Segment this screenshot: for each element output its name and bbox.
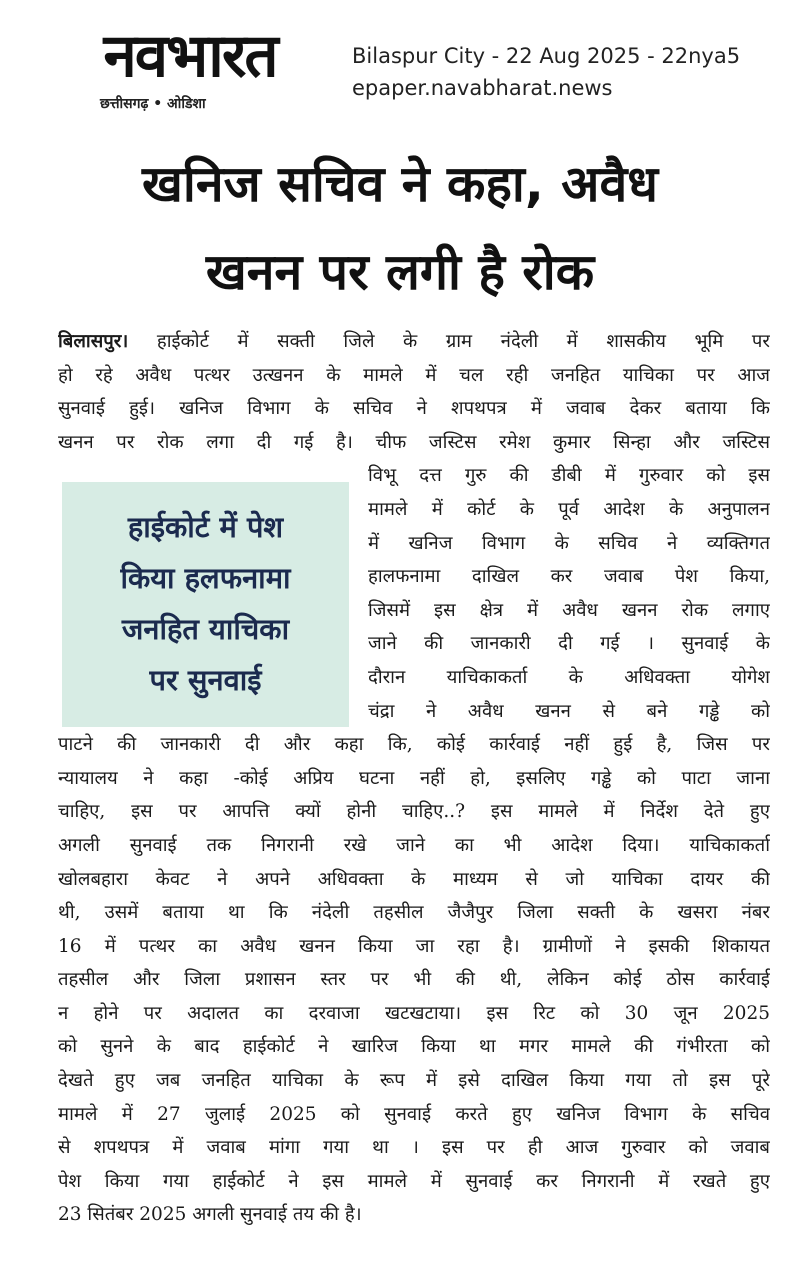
article-line: सुनवाई हुई। खनिज विभाग के सचिव ने शपथपत्र में जवाब देकर बताया कि <box>58 398 770 420</box>
callout-line: पर सुनवाई <box>149 663 262 697</box>
article-line: पेश किया गया हाईकोर्ट ने इस मामले में सुनवाई कर निगरानी में रखते हुए <box>58 1170 770 1192</box>
callout-line: किया हलफनामा <box>120 561 291 595</box>
edition-line: Bilaspur City - 22 Aug 2025 - 22nya5 <box>352 44 741 68</box>
article-line: मामले में 27 जुलाई 2025 को सुनवाई करते हुए खनिज विभाग के सचिव <box>58 1103 770 1125</box>
masthead <box>40 20 780 120</box>
article-line: जिसमें इस क्षेत्र में अवैध खनन रोक लगाए <box>368 599 770 621</box>
article-line: अगली सुनवाई तक निगरानी रखे जाने का भी आदेश दिया। याचिकाकर्ता <box>58 834 770 856</box>
epaper-url: epaper.navabharat.news <box>352 76 613 100</box>
newspaper-logo <box>40 20 340 116</box>
headline-line-2: खनन पर लगी है रोक <box>205 243 595 301</box>
article-line: जाने की जानकारी दी गई । सुनवाई के <box>368 633 770 655</box>
logo-wordmark: नवभारत <box>103 21 277 91</box>
dateline: बिलासपुर। <box>58 331 129 352</box>
article-line: तहसील और जिला प्रशासन स्तर पर भी की थी, लेकिन कोई ठोस कार्रवाई <box>58 969 770 991</box>
article-line: न होने पर अदालत का दरवाजा खटखटाया। इस रिट को 30 जून 2025 <box>58 1002 770 1024</box>
callout-line: हाईकोर्ट में पेश <box>127 510 284 544</box>
article-body <box>58 325 770 1232</box>
callout-line: जनहित याचिका <box>121 612 290 646</box>
article-line: 23 सितंबर 2025 अगली सुनवाई तय की है। <box>58 1204 362 1226</box>
article-line: मामले में कोर्ट के पूर्व आदेश के अनुपालन <box>368 498 770 520</box>
article-line: चंद्रा ने अवैध खनन से बने गड्ढे को <box>368 700 770 722</box>
article-line: हो रहे अवैध पत्थर उत्खनन के मामले में चल रही जनहित याचिका पर आज <box>58 364 770 386</box>
article-line <box>58 325 770 359</box>
article-line: खोलबहारा केवट ने अपने अधिवक्ता के माध्यम से जो याचिका दायर की <box>58 868 770 890</box>
article-line: से शपथपत्र में जवाब मांगा गया था । इस पर ही आज गुरुवार को जवाब <box>58 1137 770 1159</box>
logo-subtitle: छत्तीसगढ़ • ओडिशा <box>100 96 206 112</box>
article-line: विभू दत्त गुरु की डीबी में गुरुवार को इस <box>368 465 770 487</box>
article-line: हालफनामा दाखिल कर जवाब पेश किया, <box>368 566 770 588</box>
article-line: दौरान याचिकाकर्ता के अधिवक्ता योगेश <box>368 666 770 688</box>
article-line: पाटने की जानकारी दी और कहा कि, कोई कार्रवाई नहीं हुई है, जिस पर <box>58 734 770 756</box>
article-line: देखते हुए जब जनहित याचिका के रूप में इसे दाखिल किया गया तो इस पूरे <box>58 1070 770 1092</box>
article-line: को सुनने के बाद हाईकोर्ट ने खारिज किया था मगर मामले की गंभीरता को <box>58 1036 770 1058</box>
headline-line-1: खनिज सचिव ने कहा, अवैध <box>141 155 659 213</box>
article-line: में खनिज विभाग के सचिव ने व्यक्तिगत <box>368 532 770 554</box>
article-line: न्यायालय ने कहा -कोई अप्रिय घटना नहीं हो, इसलिए गड्ढे को पाटा जाना <box>58 767 770 789</box>
article-line: खनन पर रोक लगा दी गई है। चीफ जस्टिस रमेश कुमार सिन्हा और जस्टिस <box>58 431 770 453</box>
article-line: 16 में पत्थर का अवैध खनन किया जा रहा है। ग्रामीणों ने इसकी शिकायत <box>58 935 770 957</box>
article-line: थी, उसमें बताया था कि नंदेली तहसील जैजैपुर जिला सक्ती के खसरा नंबर <box>58 902 770 924</box>
headline <box>30 140 770 316</box>
article-line: चाहिए, इस पर आपत्ति क्यों होनी चाहिए..? इस मामले में निर्देश देते हुए <box>58 801 770 823</box>
article-text: हाईकोर्ट में सक्ती जिले के ग्राम नंदेली में शासकीय भूमि पर <box>128 331 770 352</box>
